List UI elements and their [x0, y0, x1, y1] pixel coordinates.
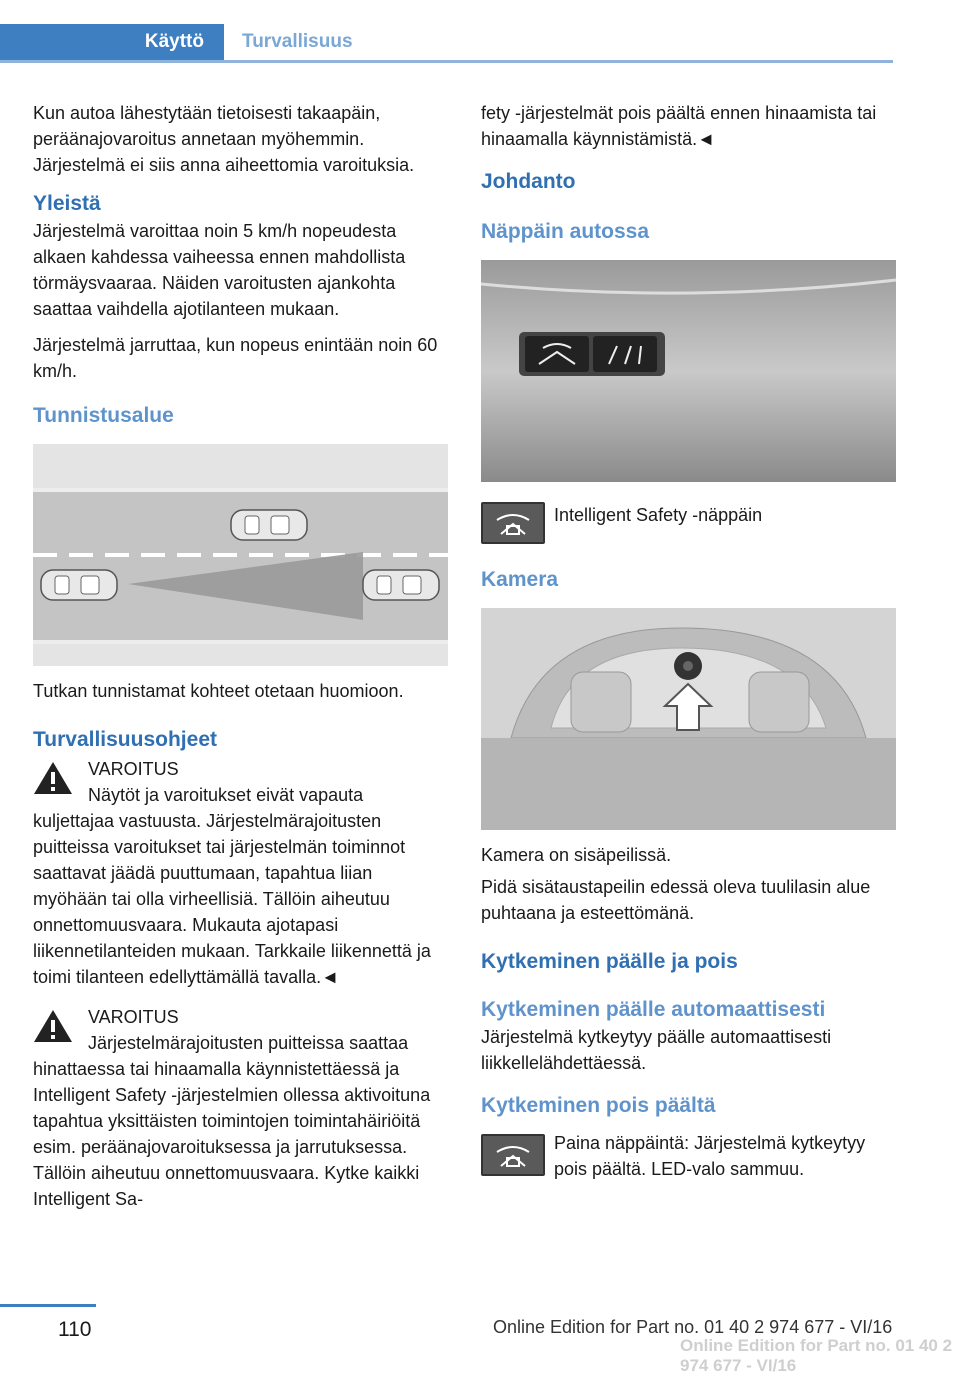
button-photo: [481, 260, 896, 482]
intelligent-safety-button-icon: [481, 502, 545, 544]
heading-camera: Kamera: [481, 568, 559, 591]
auto-on-paragraph: Järjestelmä kytkeytyy päälle automaattisesti liikkellelähdettäessä.: [481, 1027, 832, 1073]
switch-off-paragraph: Paina näppäintä: Järjestelmä kytkeytyy pois päältä. LED-valo sammuu.: [554, 1133, 866, 1179]
footer-edition: Online Edition for Part no. 01 40 2 974 677 - VI/16: [493, 1317, 893, 1337]
general-paragraph-1: Järjestelmä varoittaa noin 5 km/h nopeudesta alkaen kahdessa vaiheessa ennen mahdollista törmäysvaaraa. Näiden varoitusten ajankohta saattaa vaihdella ajotilanteen mukaan.: [33, 221, 406, 319]
warning-block-2: [33, 1004, 448, 1212]
button-caption: Intelligent Safety -näppäin: [554, 505, 763, 525]
warning-1-text: Näytöt ja varoitukset eivät vapauta kuljettajaa vastuusta. Järjestelmärajoitusten puitteissa varoitukset tai järjestelmän toiminnot saattavat jäädä puuttumaan, tapahtua liian myöhään tai olla virheellisiä. Tällöin aiheutuu onnettomuusvaara. Mukauta ajotapasi liikennetilanteiden mukaan. Tarkkaile liikennettä ja toimi tilanteen edellyttämällä tavalla.◄: [33, 785, 431, 987]
heading-switch-on-off: Kytkeminen päälle ja pois: [481, 950, 738, 973]
warning-2-heading: VAROITUS: [88, 1007, 179, 1027]
heading-safety: Turvallisuusohjeet: [33, 728, 217, 751]
right-column: [481, 100, 896, 1186]
header-bar: [0, 24, 893, 63]
warning-triangle-icon: [33, 760, 73, 796]
warning-2-text: Järjestelmärajoitusten puitteissa saattaa hinattaessa tai hinaamalla käynnistettäessä ja Intelligent Safety -järjestelmien ollessa aktivoituna tapahtua yksittäisten toimintojen toimintahäiriöitä esim. peräänajovaroituksessa ja jarrutuksessa. Tällöin aiheutuu onnettomuusvaara. Kytke kaikki Intelligent Sa-: [33, 1033, 431, 1209]
left-column: [33, 100, 448, 1222]
warning-1-heading: VAROITUS: [88, 759, 179, 779]
button-caption-row: [481, 502, 896, 548]
footer-accent-line: [0, 1304, 96, 1307]
car-icon: [41, 570, 117, 600]
switch-off-row: [481, 1130, 896, 1186]
section-tab: [0, 24, 224, 60]
warning-triangle-icon: [33, 1008, 73, 1044]
page-number: 110: [58, 1318, 92, 1341]
subsection-tab: Turvallisuus: [242, 31, 353, 52]
continued-paragraph: fety -järjestelmät pois päältä ennen hinaamista tai hinaamalla käynnistämistä.◄: [481, 103, 877, 149]
camera-paragraph-1: Kamera on sisäpeilissä.: [481, 845, 672, 865]
car-icon: [231, 510, 307, 540]
button-photo-image: [481, 260, 896, 482]
section-label: Käyttö: [144, 31, 204, 52]
heading-detection: Tunnistusalue: [33, 404, 174, 427]
watermark: Online Edition for Part no. 01 40 2 974 677 - VI/16: [680, 1336, 953, 1375]
detection-caption: Tutkan tunnistamat kohteet otetaan huomioon.: [33, 681, 404, 701]
camera-photo: [481, 608, 896, 830]
heading-introduction: Johdanto: [481, 170, 576, 193]
general-paragraph-2: Järjestelmä jarruttaa, kun nopeus enintään noin 60 km/h.: [33, 335, 438, 381]
intro-paragraph: Kun autoa lähestytään tietoisesti takaapäin, peräänajovaroitus annetaan myöhemmin. Järjestelmä ei siis anna aiheettomia varoituksia.: [33, 103, 415, 175]
heading-general: Yleistä: [33, 192, 101, 215]
heading-switch-off: Kytkeminen pois päältä: [481, 1094, 716, 1117]
camera-photo-image: [481, 608, 896, 830]
camera-paragraph-2: Pidä sisätaustapeilin edessä oleva tuulilasin alue puhtaana ja esteettömänä.: [481, 877, 871, 923]
detection-area-figure: [33, 444, 448, 666]
heading-auto-on: Kytkeminen päälle automaattisesti: [481, 998, 826, 1021]
detection-area-diagram: [33, 444, 448, 666]
warning-block-1: [33, 756, 448, 990]
intelligent-safety-button-icon: [481, 1134, 545, 1176]
heading-button: Näppäin autossa: [481, 220, 650, 243]
car-icon: [363, 570, 439, 600]
